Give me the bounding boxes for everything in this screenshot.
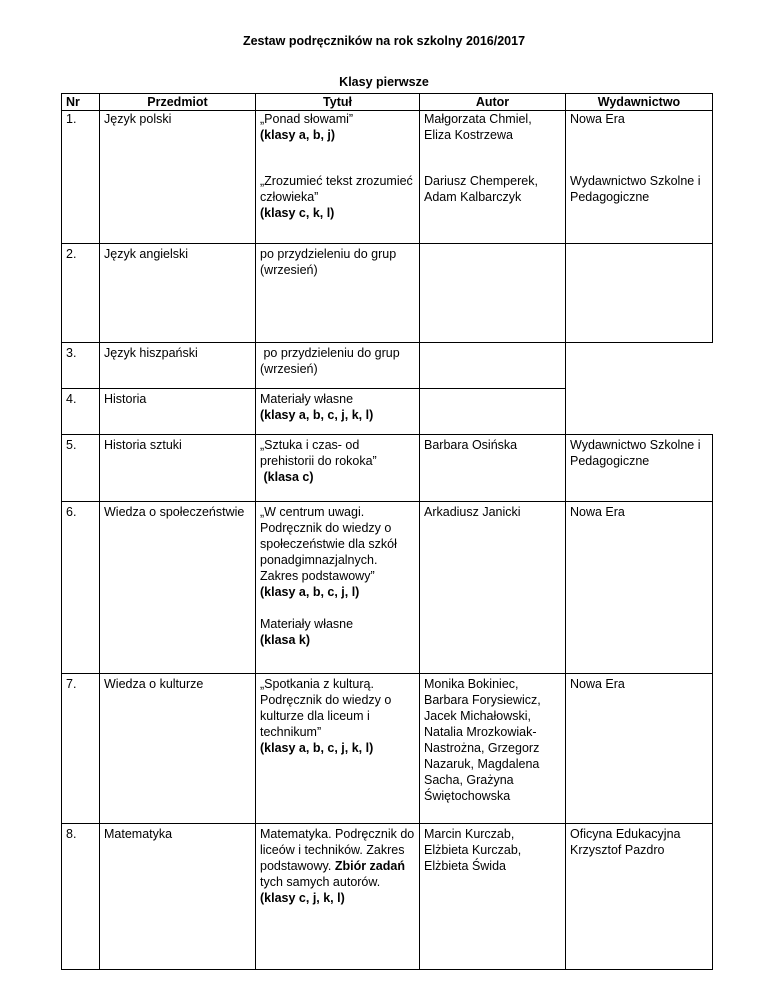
title-text: „Ponad słowami”	[260, 112, 354, 126]
publisher-text: Nowa Era	[570, 677, 625, 691]
title-text: tych samych autorów.	[260, 859, 409, 889]
title-text: „W centrum uwagi. Podręcznik do wiedzy o społeczeństwie dla szkół ponadgimnazjalnych. Zakres podstawowy”	[260, 505, 397, 583]
title-text: Materiały własne	[260, 392, 354, 406]
subject: Język polski	[104, 112, 172, 126]
header-nr: Nr	[62, 94, 100, 111]
textbook-table	[61, 93, 713, 970]
title-text: „Spotkania z kulturą. Podręcznik do wiedzy o kulturze dla liceum i technikum”	[260, 677, 392, 739]
author-text: Marcin Kurczab, Elżbieta Kurczab, Elżbieta Świda	[424, 827, 522, 873]
row-number: 6.	[66, 505, 77, 519]
document-title: Zestaw podręczników na rok szkolny 2016/2017	[242, 34, 526, 48]
row-number: 4.	[66, 392, 77, 406]
author-text: Barbara Osińska	[424, 438, 518, 452]
publisher-text: Wydawnictwo Szkolne i Pedagogiczne	[570, 438, 701, 468]
publisher-text: Nowa Era	[570, 505, 625, 519]
subject: Język angielski	[104, 247, 189, 261]
table-row	[62, 435, 713, 502]
row-number: 2.	[66, 247, 77, 261]
row-number: 8.	[66, 827, 77, 841]
publisher-text: Nowa Era	[570, 112, 625, 126]
header-autor: Autor	[420, 94, 566, 111]
publisher-text: Oficyna Edukacyjna Krzysztof Pazdro	[570, 827, 681, 857]
classes-text: (klasa k)	[260, 633, 311, 647]
classes-text: (klasy a, b, c, j, l)	[260, 585, 360, 599]
classes-text: (klasa c)	[260, 470, 314, 484]
title-text: Matematyka. Podręcznik do liceów i techników. Zakres podstawowy.	[260, 827, 415, 873]
row-number: 5.	[66, 438, 77, 452]
subject: Historia sztuki	[104, 438, 182, 452]
title-bold-text: Zbiór zadań	[334, 859, 405, 873]
table-row	[62, 244, 713, 343]
classes-text: (klasy a, b, j)	[260, 128, 336, 142]
table-row	[62, 674, 713, 824]
row-number: 7.	[66, 677, 77, 691]
header-wydawnictwo: Wydawnictwo	[566, 94, 713, 111]
title-text: „Zrozumieć tekst zrozumieć człowieka”	[260, 174, 413, 204]
table-row	[62, 824, 713, 970]
table-row	[62, 111, 713, 244]
document-subtitle: Klasy pierwsze	[339, 75, 429, 89]
title-text: Materiały własne	[260, 617, 354, 631]
row-number: 1.	[66, 112, 77, 126]
author-text: Arkadiusz Janicki	[424, 505, 521, 519]
title-text: po przydzieleniu do grup (wrzesień)	[260, 346, 404, 376]
author-text: Monika Bokiniec, Barbara Forysiewicz, Jacek Michałowski, Natalia Mrozkowiak-Nastrożna, Grzegorz Nazaruk, Magdalena Sacha, Grażyna Świętochowska	[424, 677, 541, 803]
classes-text: (klasy c, k, l)	[260, 206, 335, 220]
author-text: Dariusz Chemperek, Adam Kalbarczyk	[424, 174, 538, 204]
author-text: Małgorzata Chmiel, Eliza Kostrzewa	[424, 112, 532, 142]
classes-text: (klasy c, j, k, l)	[260, 891, 345, 905]
table-row	[62, 502, 713, 674]
classes-text: (klasy a, b, c, j, k, l)	[260, 408, 374, 422]
subject: Wiedza o kulturze	[104, 677, 204, 691]
header-tytul: Tytuł	[256, 94, 420, 111]
table-row	[62, 389, 713, 435]
publisher-text: Wydawnictwo Szkolne i Pedagogiczne	[570, 174, 701, 204]
title-text: po przydzieleniu do grup (wrzesień)	[260, 247, 397, 277]
title-text: „Sztuka i czas- od prehistorii do rokoka”	[260, 438, 377, 468]
subject: Język hiszpański	[104, 346, 198, 360]
header-przedmiot: Przedmiot	[100, 94, 256, 111]
row-number: 3.	[66, 346, 77, 360]
table-row	[62, 343, 713, 389]
subject: Matematyka	[104, 827, 173, 841]
subject: Wiedza o społeczeństwie	[104, 505, 245, 519]
subject: Historia	[104, 392, 147, 406]
classes-text: (klasy a, b, c, j, k, l)	[260, 741, 374, 755]
header-row	[62, 94, 713, 111]
